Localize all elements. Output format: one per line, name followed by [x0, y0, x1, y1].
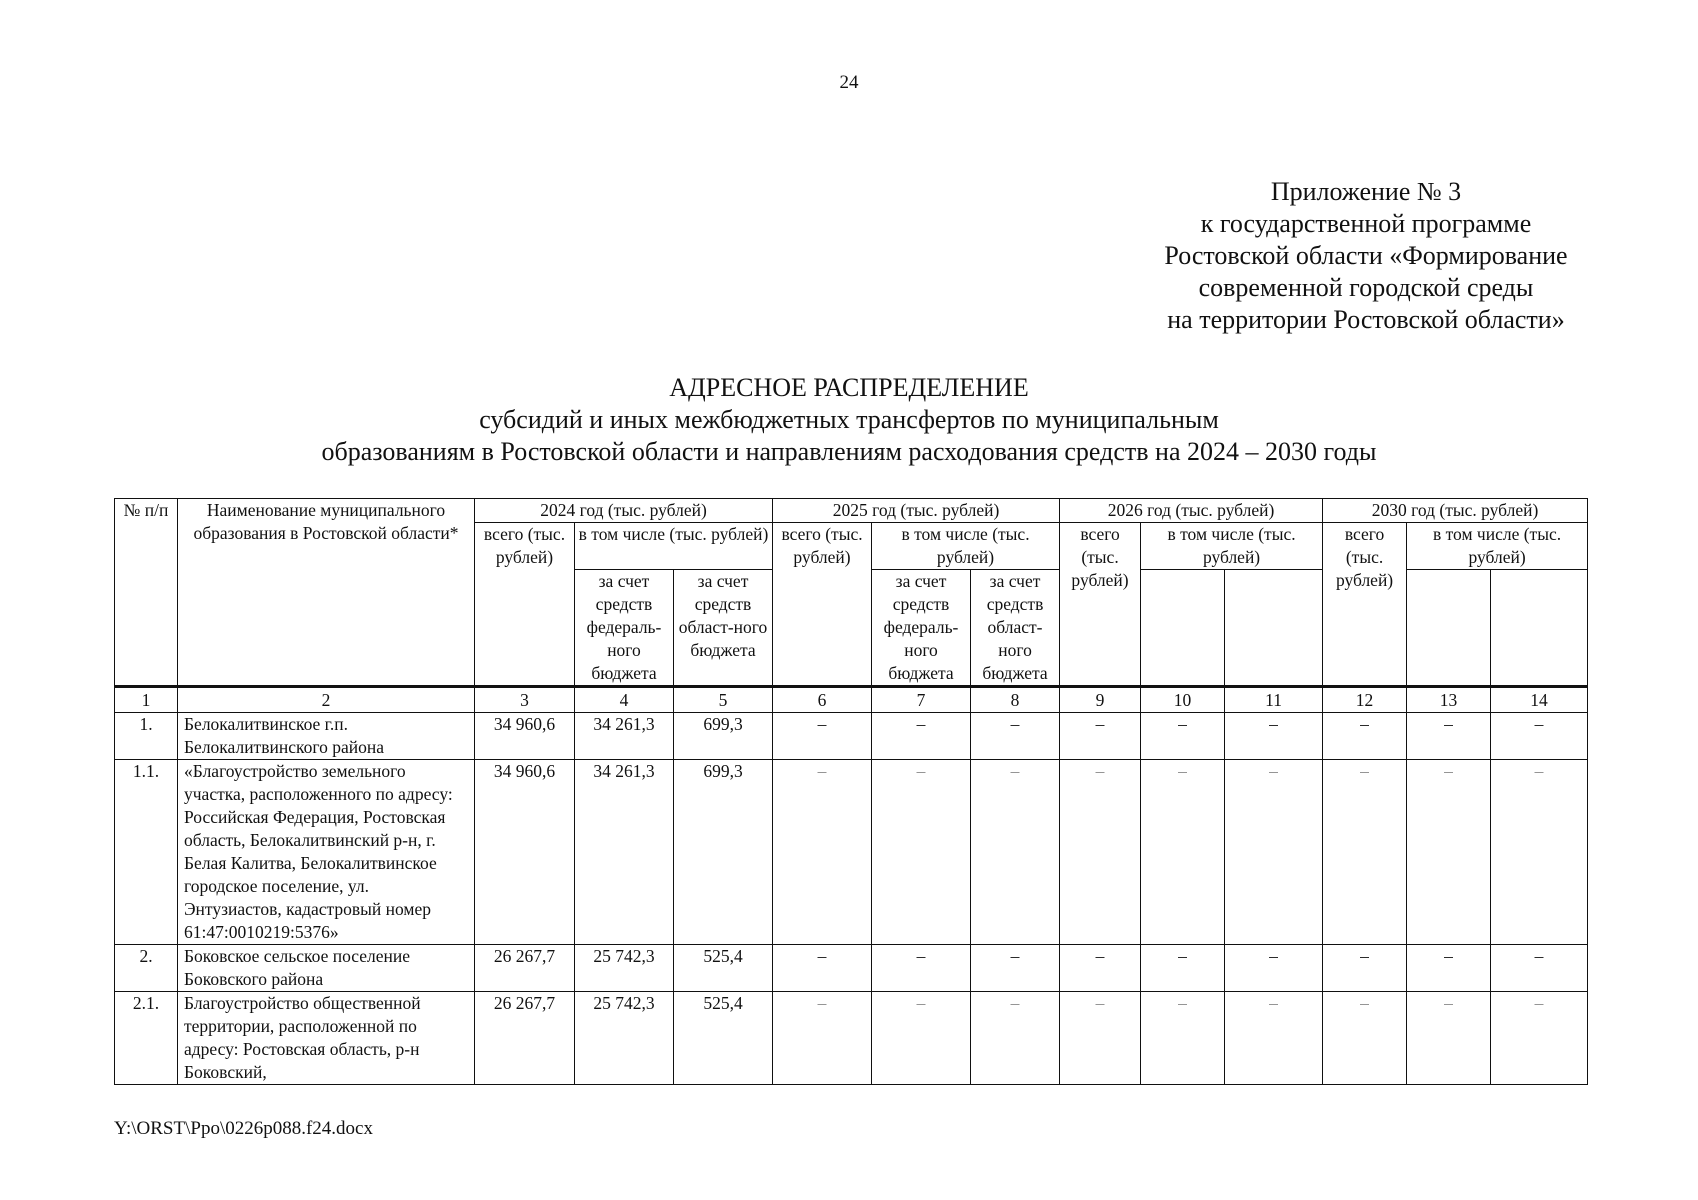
header-empty — [1407, 570, 1491, 687]
row-value: – — [1060, 760, 1141, 945]
header-including: в том числе (тыс. рублей) — [575, 523, 773, 570]
header-num: № п/п — [115, 499, 178, 687]
column-number: 10 — [1141, 687, 1225, 713]
row-value: – — [1407, 992, 1491, 1085]
header-total: всего (тыс. рублей) — [475, 523, 575, 687]
row-value: – — [872, 992, 971, 1085]
row-value: – — [1141, 992, 1225, 1085]
appendix-line: Ростовской области «Формирование — [1164, 241, 1568, 270]
header-year-2030: 2030 год (тыс. рублей) — [1323, 499, 1588, 523]
row-name: Благоустройство общественной территории, расположенной по адресу: Ростовская область, р-н Боковский, — [178, 992, 475, 1085]
row-name: Белокалитвинское г.п. Белокалитвинского района — [178, 713, 475, 760]
column-number-row — [115, 687, 1588, 713]
appendix-line: к государственной программе — [1200, 209, 1532, 238]
row-value: – — [1141, 713, 1225, 760]
title-line-1: АДРЕСНОЕ РАСПРЕДЕЛЕНИЕ — [669, 373, 1029, 402]
column-number: 2 — [178, 687, 475, 713]
column-number: 8 — [971, 687, 1060, 713]
row-value: – — [1225, 760, 1323, 945]
row-num: 2. — [115, 945, 178, 992]
row-value: – — [872, 713, 971, 760]
row-value: – — [1225, 713, 1323, 760]
row-value: 699,3 — [674, 760, 773, 945]
title-line-3: образованиям в Ростовской области и направлениям расходования средств на 2024 – 2030 годы — [321, 437, 1377, 466]
row-value: – — [773, 992, 872, 1085]
column-number: 6 — [773, 687, 872, 713]
row-value: – — [971, 713, 1060, 760]
document-title — [0, 372, 1698, 468]
header-including: в том числе (тыс. рублей) — [872, 523, 1060, 570]
row-value: – — [1407, 760, 1491, 945]
row-value: – — [1141, 945, 1225, 992]
header-regional: за счет средств област-ного бюджета — [674, 570, 773, 687]
appendix-line: современной городской среды — [1198, 273, 1534, 302]
appendix-heading — [1100, 176, 1632, 336]
row-value: – — [1323, 992, 1407, 1085]
row-value: – — [1491, 992, 1588, 1085]
footer-file-path: Y:\ORST\Ppo\0226p088.f24.docx — [114, 1118, 373, 1139]
header-including: в том числе (тыс. рублей) — [1407, 523, 1588, 570]
header-empty — [1141, 570, 1225, 687]
header-including: в том числе (тыс. рублей) — [1141, 523, 1323, 570]
row-value: – — [1225, 992, 1323, 1085]
row-value: – — [872, 760, 971, 945]
header-federal: за счет средств федераль-ного бюджета — [872, 570, 971, 687]
row-value: – — [1491, 760, 1588, 945]
row-value: 699,3 — [674, 713, 773, 760]
table-row — [115, 992, 1588, 1085]
row-value: – — [1225, 945, 1323, 992]
row-name: «Благоустройство земельного участка, расположенного по адресу: Российская Федерация, Ростовская область, Белокалитвинский р-н, г. Белая Калитва, Белокалитвинское городское поселение, ул. Энтузиастов, кадастровый номер 61:47:0010219:5376» — [178, 760, 475, 945]
table-row — [115, 760, 1588, 945]
row-value: 25 742,3 — [575, 992, 674, 1085]
row-value: 525,4 — [674, 992, 773, 1085]
column-number: 11 — [1225, 687, 1323, 713]
row-value: 34 960,6 — [475, 760, 575, 945]
header-regional: за счет средств област-ного бюджета — [971, 570, 1060, 687]
column-number: 5 — [674, 687, 773, 713]
row-value: – — [773, 713, 872, 760]
column-number: 1 — [115, 687, 178, 713]
header-row-years — [115, 499, 1588, 523]
row-value: 525,4 — [674, 945, 773, 992]
row-value: – — [773, 945, 872, 992]
column-number: 4 — [575, 687, 674, 713]
row-value: 25 742,3 — [575, 945, 674, 992]
row-value: – — [971, 945, 1060, 992]
allocation-table — [114, 498, 1588, 1085]
row-value: – — [1060, 992, 1141, 1085]
header-year-2024: 2024 год (тыс. рублей) — [475, 499, 773, 523]
row-value: – — [971, 760, 1060, 945]
table-row — [115, 713, 1588, 760]
header-total: всего (тыс. рублей) — [773, 523, 872, 687]
row-value: – — [1323, 713, 1407, 760]
column-number: 13 — [1407, 687, 1491, 713]
page-number: 24 — [839, 72, 859, 93]
appendix-line: Приложение № 3 — [1270, 177, 1462, 206]
header-federal: за счет средств федераль-ного бюджета — [575, 570, 674, 687]
row-value: – — [1060, 713, 1141, 760]
row-value: 34 960,6 — [475, 713, 575, 760]
column-number: 9 — [1060, 687, 1141, 713]
title-line-2: субсидий и иных межбюджетных трансфертов по муниципальным — [479, 405, 1219, 434]
header-total: всего (тыс. рублей) — [1060, 523, 1141, 687]
header-total: всего (тыс. рублей) — [1323, 523, 1407, 687]
row-name: Боковское сельское поселение Боковского района — [178, 945, 475, 992]
row-value: 26 267,7 — [475, 945, 575, 992]
header-year-2026: 2026 год (тыс. рублей) — [1060, 499, 1323, 523]
row-value: – — [1407, 945, 1491, 992]
row-value: – — [971, 992, 1060, 1085]
row-num: 1.1. — [115, 760, 178, 945]
table-row — [115, 945, 1588, 992]
row-value: 34 261,3 — [575, 713, 674, 760]
row-value: 34 261,3 — [575, 760, 674, 945]
column-number: 14 — [1491, 687, 1588, 713]
row-value: 26 267,7 — [475, 992, 575, 1085]
row-value: – — [1491, 713, 1588, 760]
row-num: 2.1. — [115, 992, 178, 1085]
column-number: 3 — [475, 687, 575, 713]
row-value: – — [1407, 713, 1491, 760]
row-value: – — [1141, 760, 1225, 945]
header-name: Наименование муниципального образования в Ростовской области* — [178, 499, 475, 687]
row-value: – — [1323, 760, 1407, 945]
column-number: 12 — [1323, 687, 1407, 713]
header-empty — [1491, 570, 1588, 687]
appendix-line: на территории Ростовской области» — [1167, 305, 1565, 334]
row-value: – — [773, 760, 872, 945]
row-value: – — [1491, 945, 1588, 992]
row-num: 1. — [115, 713, 178, 760]
header-empty — [1225, 570, 1323, 687]
row-value: – — [1323, 945, 1407, 992]
row-value: – — [1060, 945, 1141, 992]
row-value: – — [872, 945, 971, 992]
column-number: 7 — [872, 687, 971, 713]
header-year-2025: 2025 год (тыс. рублей) — [773, 499, 1060, 523]
